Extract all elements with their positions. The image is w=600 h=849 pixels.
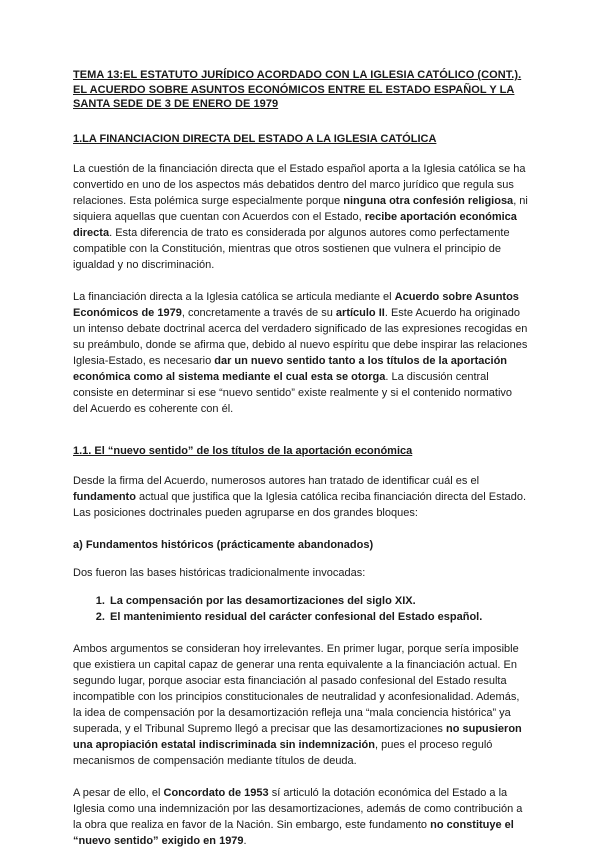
text-run: A pesar de ello, el [73,786,164,799]
section-heading-1: 1.LA FINANCIACION DIRECTA DEL ESTADO A LA IGLESIA CATÓLICA [73,132,437,145]
text-run: actual que justifica que la Iglesia católica reciba financiación directa del Estado. Las posiciones doctrinales pueden agruparse en dos grandes bloques: [73,490,527,519]
bold-text: no supusieron una apropiación estatal indiscriminada sin indemnización [73,722,522,751]
bold-text: dar un nuevo sentido tanto a los títulos de la aportación económica como al sistema mediante el cual esta se otorga [73,354,508,383]
text-run: . Este Acuerdo ha originado un intenso debate doctrinal acerca del verdadero significado de las expresiones recogidas en su preámbulo, donde se afirma que, debido al nuevo espíritu que debe inspirar las relaciones Iglesia-Estado, es necesario [73,306,528,367]
historical-bases-list [73,593,528,625]
bold-text: fundamento [73,490,136,503]
text-run: , ni siquiera aquellas que cuentan con Acuerdos con el Estado, [73,194,528,223]
bold-text: recibe aportación económica directa [73,210,517,239]
subheading-historical: a) Fundamentos históricos (prácticamente abandonados) [73,538,374,551]
text-run: Ambos argumentos se consideran hoy irrelevantes. En primer lugar, porque sería imposible que existiera un capital capaz de generar una renta equivalente a la financiación actual. En segundo lugar, porque asociar esta financiación al pasado confesional del Estado resulta incompatible con los principios constitucionales de neutralidad y aconfesionalidad. Además, la idea de compensación por la desamortización refleja una “mala conciencia histórica” ya superada, y el Tribunal Supremo llegó a precisar que las desamortizaciones [73,642,520,735]
text-run: , pues el proceso reguló mecanismos de compensación mediante títulos de deuda. [73,738,493,767]
text-run: , concretamente a través de su [181,306,336,319]
bold-text: artículo II [335,306,385,319]
bold-text: no constituye el “nuevo sentido” exigido en 1979 [73,818,514,847]
text-run: . [243,834,247,847]
paragraph-arguments [73,641,528,769]
text-run: Desde la firma del Acuerdo, numerosos autores han tratado de identificar cuál es el [73,474,480,487]
bold-text: Concordato de 1953 [163,786,269,799]
text-run: . Esta diferencia de trato es considerada por algunos autores como perfectamente compatible con la Constitución, mientras que otros sostienen que vulnera el principio de igualdad y no discriminación. [73,226,510,271]
text-run: . La discusión central consiste en determinar si ese “nuevo sentido” existe realmente y si el contenido normativo del Acuerdo es coherente con él. [73,370,513,415]
text-run: sí articuló la dotación económica del Estado a la Iglesia como una indemnización por las desamortizaciones, además de como contribución a la obra que realiza en favor de la Nación. Sin embargo, este fundamento [73,786,523,831]
list-item: 2. El mantenimiento residual del carácter confesional del Estado español. [108,609,528,625]
text-run: Dos fueron las bases históricas tradicionalmente invocadas: [73,566,366,579]
paragraph-concordato [73,785,528,849]
paragraph-bases [73,565,528,581]
text-run: La financiación directa a la Iglesia católica se articula mediante el [73,290,395,303]
paragraph-financing-intro [73,161,528,273]
bold-text: ninguna otra confesión religiosa [343,194,514,207]
bold-text: Acuerdo sobre Asuntos Económicos de 1979 [73,290,519,319]
section-heading-1-1: 1.1. El “nuevo sentido” de los títulos de la aportación económica [73,444,413,457]
list-item: 1. La compensación por las desamortizaciones del siglo XIX. [108,593,528,609]
paragraph-fundamento [73,473,528,521]
paragraph-agreement [73,289,528,417]
text-run: La cuestión de la financiación directa que el Estado español aporta a la Iglesia católica se ha convertido en uno de los aspectos más debatidos dentro del marco jurídico que regula sus relaciones. Esta polémica surge especialmente porque [73,162,526,207]
document-title: TEMA 13:EL ESTATUTO JURÍDICO ACORDADO CON LA IGLESIA CATÓLICO (CONT.). EL ACUERDO SOBRE ASUNTOS ECONÓMICOS ENTRE EL ESTADO ESPAÑOL Y LA SANTA SEDE DE 3 DE ENERO DE 1979 [73,69,522,110]
